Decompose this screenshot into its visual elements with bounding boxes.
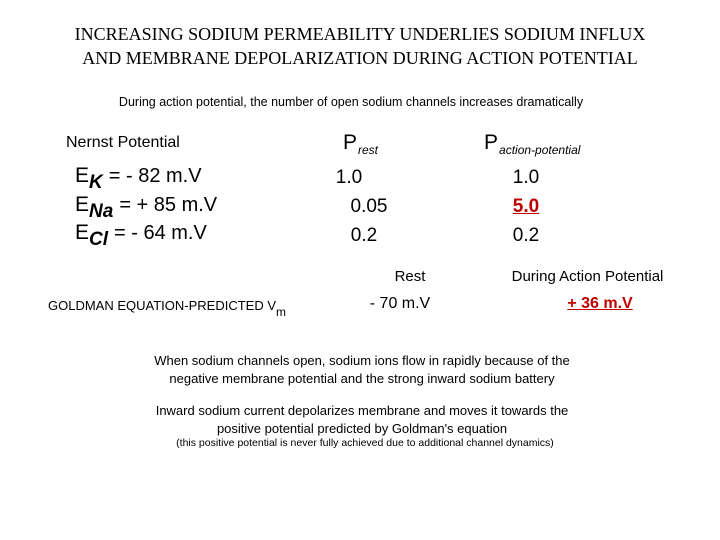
e-symbol: E: [75, 193, 90, 216]
p-action-header: [484, 131, 580, 157]
ion-label: Na: [89, 201, 114, 222]
nernst-value: = - 64 m.V: [114, 222, 207, 244]
e-symbol: E: [75, 164, 90, 187]
nernst-row-cl: [75, 220, 207, 253]
p-symbol: P: [343, 131, 358, 154]
p-action-k: 1.0: [512, 167, 540, 188]
paragraph-2-line-2: positive potential predicted by Goldman's equation: [216, 421, 508, 436]
title-line-1: INCREASING SODIUM PERMEABILITY UNDERLIES SODIUM INFLUX: [74, 24, 646, 44]
goldman-action-value: + 36 m.V: [567, 295, 633, 312]
p-action-cl: 0.2: [512, 225, 540, 246]
nernst-value: = + 85 m.V: [119, 194, 218, 216]
goldman-label: [48, 298, 286, 319]
paragraph-1-line-1: When sodium channels open, sodium ions flow in rapidly because of the: [154, 353, 570, 368]
column-rest: Rest: [394, 268, 426, 285]
paragraph-1-line-2: negative membrane potential and the strong inward sodium battery: [169, 371, 555, 386]
p-action-subscript: action-potential: [499, 143, 581, 157]
p-symbol: P: [484, 131, 499, 154]
footnote: (this positive potential is never fully achieved due to additional channel dynamics): [176, 437, 554, 449]
p-rest-header: [343, 131, 378, 157]
title-line-2: AND MEMBRANE DEPOLARIZATION DURING ACTION POTENTIAL: [82, 48, 638, 68]
column-action: During Action Potential: [511, 268, 664, 285]
p-rest-k: 1.0: [335, 167, 363, 188]
nernst-value: = - 82 m.V: [108, 165, 202, 187]
goldman-label-text: GOLDMAN EQUATION-PREDICTED V: [48, 298, 277, 313]
paragraph-2-line-1: Inward sodium current depolarizes membrane and moves it towards the: [155, 403, 569, 418]
p-rest-cl: 0.2: [350, 225, 378, 246]
goldman-rest-value: - 70 m.V: [369, 295, 431, 312]
p-rest-subscript: rest: [358, 143, 379, 157]
ion-label: K: [89, 172, 103, 193]
e-symbol: E: [75, 221, 90, 244]
subtitle: During action potential, the number of open sodium channels increases dramatically: [118, 95, 584, 109]
goldman-subscript: m: [276, 305, 287, 319]
nernst-header: Nernst Potential: [66, 134, 180, 151]
p-rest-na: 0.05: [350, 196, 388, 217]
ion-label: Cl: [89, 229, 109, 250]
p-action-na: 5.0: [512, 196, 540, 217]
